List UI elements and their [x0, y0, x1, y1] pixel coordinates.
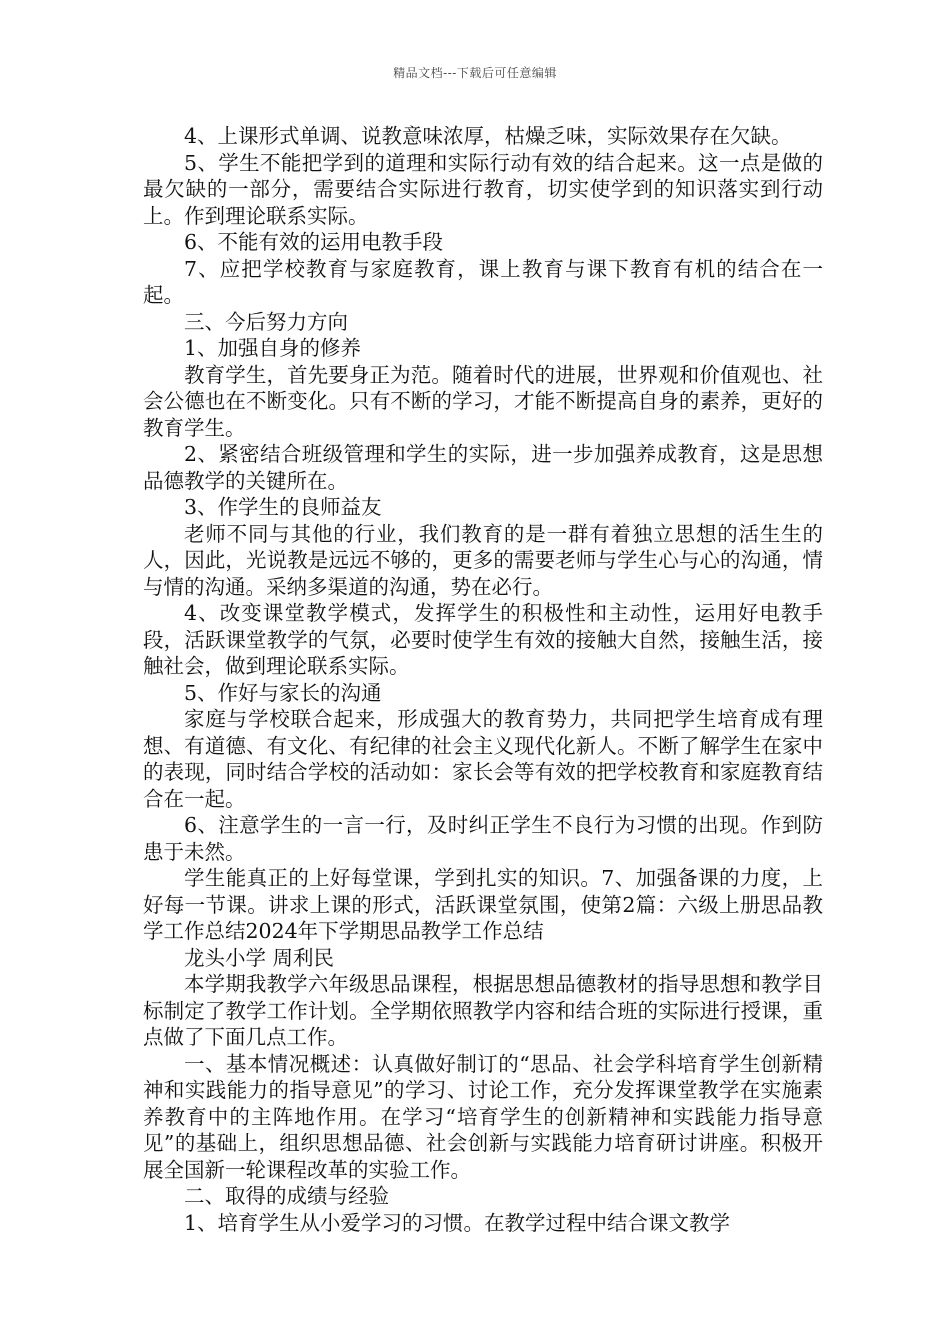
paragraph: 4、改变课堂教学模式，发挥学生的积极性和主动性，运用好电教手段，活跃课堂教学的气氛，必要时使学生有效的接触大自然，接触生活，接触社会，做到理论联系实际。 — [143, 601, 823, 678]
paragraph: 一、基本情况概述：认真做好制订的“思品、社会学科培育学生创新精神和实践能力的指导意见”的学习、讨论工作，充分发挥课堂教学在实施素养教育中的主阵地作用。在学习“培育学生的创新精神和实践能力指导意见”的基础上，组织思想品德、社会创新与实践能力培育研讨讲座。积极开展全国新一轮课程改革的实验工作。 — [143, 1051, 823, 1182]
paragraph: 2、紧密结合班级管理和学生的实际，进一步加强养成教育，这是思想品德教学的关键所在。 — [143, 442, 823, 493]
paragraph: 5、作好与家长的沟通 — [184, 680, 382, 705]
author-line: 龙头小学 周利民 — [184, 945, 335, 970]
page-header: 精品文档---下载后可任意编辑 — [393, 66, 557, 80]
paragraph: 6、不能有效的运用电教手段 — [184, 230, 444, 254]
section-heading: 三、今后努力方向 — [184, 309, 348, 334]
document-body — [143, 123, 823, 1236]
paragraph: 1、加强自身的修养 — [184, 336, 362, 360]
paragraph: 家庭与学校联合起来，形成强大的教育势力，共同把学生培育成有理想、有道德、有文化、有纪律的社会主义现代化新人。不断了解学生在家中的表现，同时结合学校的活动如：家长会等有效的把学校教育和家庭教育结合在一起。 — [143, 707, 823, 811]
paragraph: 4、上课形式单调、说教意味浓厚，枯燥乏味，实际效果存在欠缺。 — [184, 124, 792, 148]
paragraph: 教育学生，首先要身正为范。随着时代的进展，世界观和价值观也、社会公德也在不断变化。只有不断的学习，才能不断提高自身的素养，更好的教育学生。 — [143, 362, 823, 440]
paragraph: 1、培育学生从小爱学习的习惯。在教学过程中结合课文教学 — [184, 1210, 731, 1235]
paragraph: 6、注意学生的一言一行，及时纠正学生不良行为习惯的出现。作到防患于未然。 — [143, 813, 823, 864]
paragraph: 7、应把学校教育与家庭教育，课上教育与课下教育有机的结合在一起。 — [143, 256, 823, 307]
paragraph: 学生能真正的上好每堂课，学到扎实的知识。7、加强备课的力度，上好每一节课。讲求上课的形式，活跃课堂氛围，使第2篇：六级上册思品教学工作总结2024年下学期思品教学工作总结 — [143, 866, 823, 943]
paragraph: 3、作学生的良师益友 — [184, 495, 382, 519]
paragraph: 本学期我教学六年级思品课程，根据思想品德教材的指导思想和教学目标制定了教学工作计划。全学期依照教学内容和结合班的实际进行授课，重点做了下面几点工作。 — [143, 972, 823, 1049]
section-heading: 二、取得的成绩与经验 — [184, 1184, 389, 1208]
paragraph: 5、学生不能把学到的道理和实际行动有效的结合起来。这一点是做的最欠缺的一部分，需要结合实际进行教育，切实使学到的知识落实到行动上。作到理论联系实际。 — [143, 150, 823, 228]
paragraph: 老师不同与其他的行业，我们教育的是一群有着独立思想的活生生的人，因此，光说教是远远不够的，更多的需要老师与学生心与心的沟通，情与情的沟通。采纳多渠道的沟通，势在必行。 — [143, 521, 823, 599]
